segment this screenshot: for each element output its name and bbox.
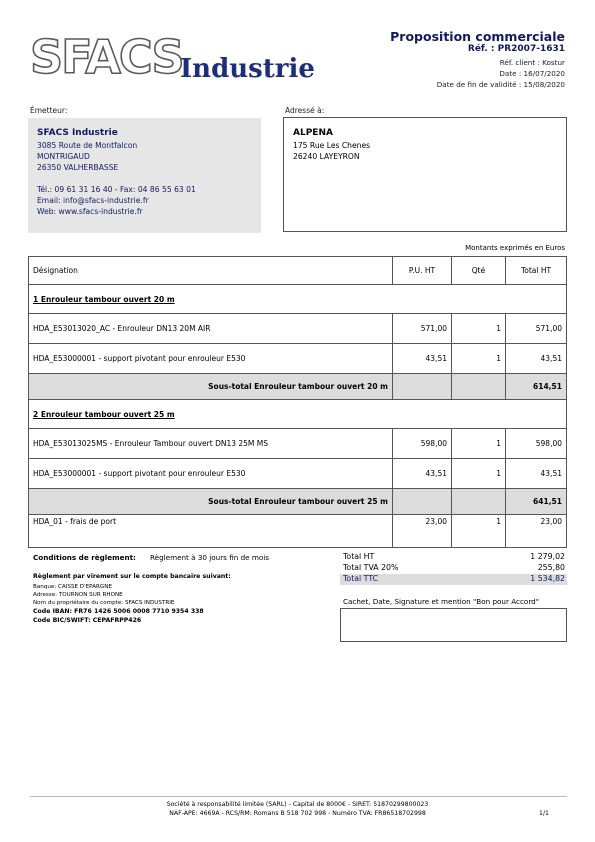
- row-unit-price: 43,51: [393, 459, 452, 489]
- account-owner: Nom du propriétaire du compte: SFACS INDUSTRIE: [33, 600, 175, 606]
- subtotal-empty: [393, 488, 452, 514]
- row-unit-price: 598,00: [393, 429, 452, 459]
- total-ttc-row: [340, 574, 567, 585]
- logo-mark: SFACS: [30, 30, 183, 84]
- payment-conditions-label: Conditions de règlement:: [33, 553, 136, 562]
- recipient-label: Adressé à:: [285, 106, 325, 115]
- emitter-city: MONTRIGAUD: [37, 152, 90, 161]
- total-ttc-label: Total TTC: [343, 574, 379, 583]
- col-designation: Désignation: [29, 257, 393, 285]
- total-ht-row: [340, 552, 567, 563]
- subtotal-label: Sous-total Enrouleur tambour ouvert 20 m: [29, 373, 393, 399]
- row-quantity: 1: [452, 314, 506, 344]
- table-row: [29, 314, 567, 344]
- subtotal-value: 614,51: [506, 373, 567, 399]
- recipient-zip-city: 26240 LAYEYRON: [293, 152, 360, 161]
- row-unit-price: 43,51: [393, 344, 452, 374]
- validity-date: Date de fin de validité : 15/08/2020: [436, 80, 565, 89]
- row-total: 43,51: [506, 459, 567, 489]
- emitter-name: SFACS Industrie: [37, 128, 118, 138]
- emitter-zip-city: 26350 VALHERBASSE: [37, 163, 119, 172]
- section-title: 1 Enrouleur tambour ouvert 20 m: [29, 284, 567, 314]
- emitter-box: [28, 118, 261, 233]
- emitter-label: Émetteur:: [30, 106, 68, 115]
- bank-name: Banque: CAISSE D'EPARGNE: [33, 584, 112, 590]
- bic-code: Code BIC/SWIFT: CEPAFRPP426: [33, 617, 142, 624]
- emitter-email: Email: info@sfacs-industrie.fr: [37, 196, 149, 205]
- signature-box[interactable]: [340, 608, 567, 642]
- total-ht-label: Total HT: [343, 552, 375, 561]
- row-designation: HDA_E53000001 - support pivotant pour enrouleur E530: [29, 459, 393, 489]
- page-number: 1/1: [539, 810, 549, 817]
- table-row: [29, 459, 567, 489]
- col-unit-price: P.U. HT: [393, 257, 452, 285]
- row-quantity: 1: [452, 514, 506, 547]
- bank-transfer-title: Règlement par virement sur le compte bancaire suivant:: [33, 573, 231, 580]
- table-row: [29, 429, 567, 459]
- row-total: 23,00: [506, 514, 567, 547]
- subtotal-value: 641,51: [506, 488, 567, 514]
- document-reference: Réf. : PR2007-1631: [467, 44, 565, 54]
- row-designation: HDA_E53013025MS - Enrouleur Tambour ouvert DN13 25M MS: [29, 429, 393, 459]
- recipient-box: [283, 117, 567, 232]
- document-date: Date : 16/07/2020: [499, 69, 565, 78]
- total-tva-row: [340, 563, 567, 574]
- total-tva-label: Total TVA 20%: [343, 563, 399, 572]
- row-designation: HDA_01 - frais de port: [29, 514, 393, 547]
- row-total: 43,51: [506, 344, 567, 374]
- logo-text: Industrie: [180, 54, 315, 84]
- table-header-row: [29, 257, 567, 285]
- section-title-row: [29, 399, 567, 429]
- footer-divider: [30, 796, 567, 797]
- currency-note: Montants exprimés en Euros: [465, 244, 565, 252]
- row-total: 598,00: [506, 429, 567, 459]
- footer-legal-line-1: Société à responsabilité limitée (SARL) - Capital de 8000€ - SIRET: 51870299800023: [166, 801, 429, 808]
- emitter-phone: Tél.: 09 61 31 16 40 - Fax: 04 86 55 63 01: [37, 185, 196, 194]
- row-quantity: 1: [452, 344, 506, 374]
- recipient-name: ALPENA: [293, 128, 333, 138]
- payment-conditions-value: Règlement à 30 jours fin de mois: [150, 553, 269, 562]
- col-quantity: Qté: [452, 257, 506, 285]
- subtotal-empty: [452, 488, 506, 514]
- subtotal-label: Sous-total Enrouleur tambour ouvert 25 m: [29, 488, 393, 514]
- total-ttc-value: 1 534,82: [530, 574, 565, 583]
- total-tva-value: 255,80: [537, 563, 565, 572]
- row-unit-price: 571,00: [393, 314, 452, 344]
- section-title: 2 Enrouleur tambour ouvert 25 m: [29, 399, 567, 429]
- signature-label: Cachet, Date, Signature et mention "Bon pour Accord": [343, 597, 540, 606]
- row-unit-price: 23,00: [393, 514, 452, 547]
- document-title: Proposition commerciale: [390, 29, 565, 44]
- footer-legal-line-2: NAF-APE: 4669A - RCS/RM: Romans B 518 702 998 - Numéro TVA: FR86518702998: [169, 810, 426, 817]
- recipient-address: 175 Rue Les Chenes: [293, 141, 371, 150]
- emitter-address: 3085 Route de Montfalcon: [37, 141, 138, 150]
- client-reference: Réf. client : Kostur: [499, 58, 565, 67]
- company-logo: [30, 30, 320, 90]
- row-quantity: 1: [452, 429, 506, 459]
- row-designation: HDA_E53013020_AC - Enrouleur DN13 20M AIR: [29, 314, 393, 344]
- iban-code: Code IBAN: FR76 1426 5006 0008 7710 9354 338: [33, 608, 204, 615]
- col-total: Total HT: [506, 257, 567, 285]
- subtotal-row: [29, 373, 567, 399]
- total-ht-value: 1 279,02: [530, 552, 565, 561]
- emitter-web: Web: www.sfacs-industrie.fr: [37, 207, 143, 216]
- bank-address: Adresse: TOURNON SUR RHONE: [33, 592, 123, 598]
- row-designation: HDA_E53000001 - support pivotant pour enrouleur E530: [29, 344, 393, 374]
- row-total: 571,00: [506, 314, 567, 344]
- section-title-row: [29, 284, 567, 314]
- table-row: [29, 514, 567, 547]
- subtotal-row: [29, 488, 567, 514]
- table-row: [29, 344, 567, 374]
- row-quantity: 1: [452, 459, 506, 489]
- subtotal-empty: [393, 373, 452, 399]
- subtotal-empty: [452, 373, 506, 399]
- items-table: [28, 256, 567, 548]
